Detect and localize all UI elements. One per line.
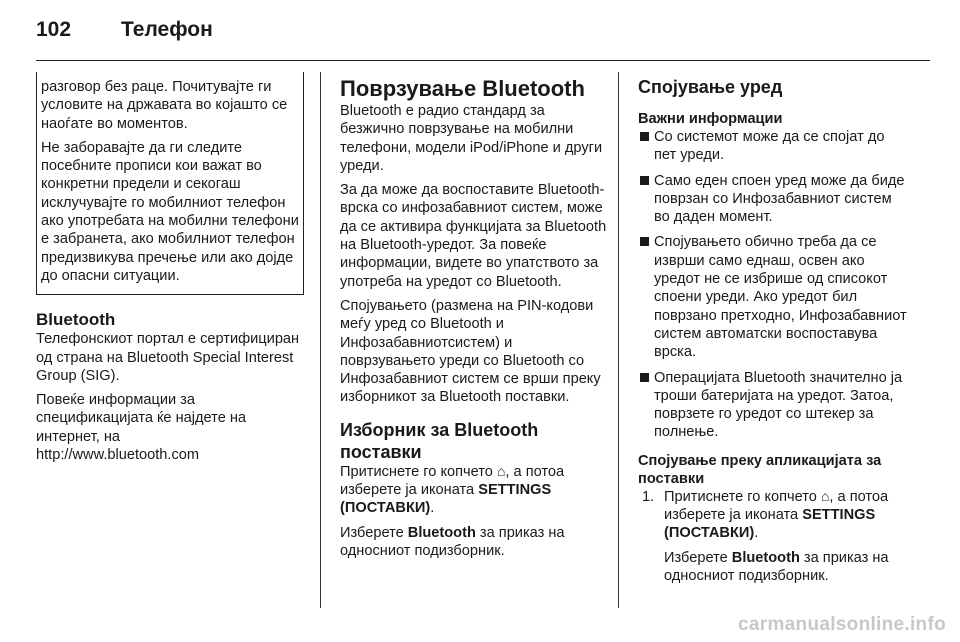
step-item bbox=[640, 488, 910, 585]
connection-paragraph-1: Bluetooth е радио стандард за безжично поврзување на мобилни телефони, модели iPod/iPhone и други уреди. bbox=[340, 103, 603, 174]
watermark: carmanualsonline.info bbox=[738, 614, 946, 635]
important-info-list bbox=[638, 128, 910, 442]
important-info-heading: Важни информации bbox=[638, 111, 783, 127]
column-3 bbox=[638, 72, 910, 591]
step-text: Изберете bbox=[664, 549, 732, 566]
header-rule bbox=[36, 60, 930, 61]
instruction-text: Изберете bbox=[340, 524, 408, 541]
settings-instruction bbox=[340, 463, 608, 518]
app-pairing-heading: Спојување преку апликацијата за поставки bbox=[638, 452, 882, 487]
home-icon: ⌂ bbox=[496, 462, 506, 479]
column-divider-1 bbox=[320, 72, 321, 608]
page-number: 102 bbox=[36, 18, 72, 41]
settings-menu-heading: Изборник за Bluetooth поставки bbox=[340, 419, 539, 462]
pairing-heading: Спојување уред bbox=[638, 77, 783, 97]
note-paragraph-2: Не заборавајте да ги следите посебните прописи кои важат во конкретни предели и секогаш исклучувајте го мобилниот телефон ако употребата на мобилни телефони е забранета, ако мобилниот телефон предизвикува пречење или ако дојде до опасни ситуации. bbox=[41, 139, 299, 284]
list-item-text: Спојувањето обично треба да се изврши само еднаш, освен ако уредот не се избрише од списокот споени уреди. Ако уредот бил поврзано претходно, Инфозабавниот систем автоматски воспоставува врска. bbox=[654, 234, 907, 361]
note-paragraph-1: разговор без раце. Почитувајте ги условите на државата во којашто се наоѓате во моментов. bbox=[41, 79, 288, 132]
bluetooth-connection-heading: Поврзување Bluetooth bbox=[340, 76, 585, 101]
bullet-icon bbox=[640, 176, 649, 185]
home-icon: ⌂ bbox=[820, 487, 830, 504]
instruction-text: Притиснете го копчето bbox=[340, 463, 497, 480]
bluetooth-paragraph-1: Телефонскиот портал е сертифициран од страна на Bluetooth Special Interest Group (SIG). bbox=[36, 331, 300, 384]
column-2 bbox=[340, 72, 608, 566]
step-text: за приказ на односниот подизборник. bbox=[664, 549, 889, 584]
list-item-text: Операцијата Bluetooth значително ја троши батеријата на уредот. Затоа, поврзете го уредот со штекер за полнење. bbox=[654, 369, 903, 441]
bluetooth-url[interactable]: http://www.bluetooth.com bbox=[36, 447, 200, 464]
page-header bbox=[36, 18, 213, 48]
connection-paragraph-2: За да може да воспоставите Bluetooth-врска со инфозабавниот систем, може да се активира функцијата за Bluetooth на Bluetooth-уредот. За повеќе информации, видете во упатството за употреба на уредот со Bluetooth. bbox=[340, 182, 607, 290]
bluetooth-heading: Bluetooth bbox=[36, 310, 116, 330]
settings-label: SETTINGS (ПОСТАВКИ) bbox=[664, 507, 876, 542]
bluetooth-paragraph-2: Повеќе информации за спецификацијата ќе најдете на интернет, на bbox=[36, 392, 247, 445]
bluetooth-label: Bluetooth bbox=[407, 524, 476, 541]
bluetooth-label: Bluetooth bbox=[731, 549, 800, 566]
list-item bbox=[638, 233, 910, 361]
instruction-text: , а потоа изберете ја иконата bbox=[340, 463, 565, 499]
warning-note-box bbox=[36, 72, 304, 295]
bullet-icon bbox=[640, 373, 649, 382]
instruction-text: . bbox=[430, 500, 435, 517]
bluetooth-select-instruction bbox=[340, 524, 608, 561]
step-text: . bbox=[754, 525, 759, 542]
settings-label: SETTINGS (ПОСТАВКИ) bbox=[340, 482, 552, 517]
column-1 bbox=[36, 72, 304, 464]
column-divider-2 bbox=[618, 72, 619, 608]
bullet-icon bbox=[640, 237, 649, 246]
list-item-text: Со системот може да се спојат до пет уреди. bbox=[654, 129, 885, 164]
list-item bbox=[638, 172, 910, 227]
step-text: Притиснете го копчето bbox=[664, 488, 821, 505]
list-item-text: Само еден споен уред може да биде поврзан со Инфозабавниот систем во даден момент. bbox=[654, 172, 905, 226]
connection-paragraph-3: Спојувањето (размена на PIN-кодови меѓу уред со Bluetooth и Инфозабавниотсистем) и поврзувањето уреди со Bluetooth со Инфозабавниот систем се врши преку изборникот за Bluetooth поставки. bbox=[340, 297, 601, 406]
step-text: , а потоа изберете ја иконата bbox=[664, 488, 889, 524]
pairing-steps bbox=[638, 488, 910, 585]
list-item bbox=[638, 128, 910, 165]
step-number: 1. bbox=[642, 488, 655, 505]
page-title: Телефон bbox=[121, 18, 213, 41]
instruction-text: за приказ на односниот подизборник. bbox=[340, 524, 565, 559]
list-item bbox=[638, 369, 910, 442]
bullet-icon bbox=[640, 132, 649, 141]
